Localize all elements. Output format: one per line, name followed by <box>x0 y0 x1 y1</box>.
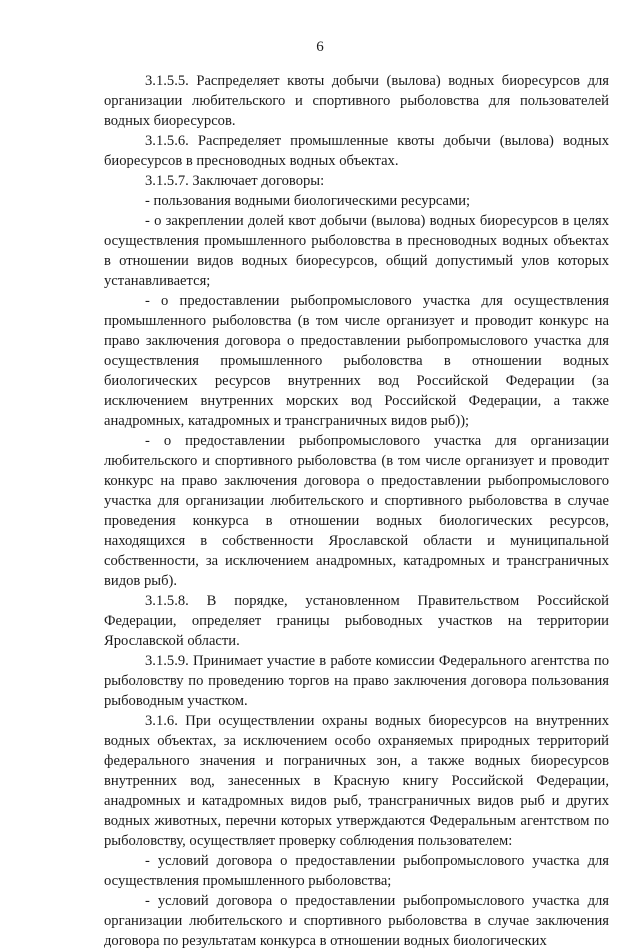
page-number: 6 <box>316 39 324 55</box>
list-item-industrial-contract-check: - условий договора о предоставлении рыбопромыслового участка для осуществления промышленного рыболовства; <box>104 853 609 889</box>
paragraph-3-1-5-9: 3.1.5.9. Принимает участие в работе комиссии Федерального агентства по рыболовству по проведению торгов на право заключения договора пользования рыбоводным участком. <box>104 653 609 709</box>
paragraph-3-1-6: 3.1.6. При осуществлении охраны водных биоресурсов на внутренних водных объектах, за исключением особо охраняемых природных территорий федерального значения и пограничных зон, а также водных биоресурсов внутренних вод, занесенных в Красную книгу Российской Федерации, анадромных и катадромных видов рыб, трансграничных видов рыб и других водных животных, перечни которых утверждаются Федеральным агентством по рыболовству, осуществляет проверку соблюдения пользователем: <box>104 713 609 849</box>
list-item-quota-shares: - о закреплении долей квот добычи (вылова) водных биоресурсов в целях осуществления промышленного рыболовства в пресноводных водных объектах в отношении видов водных биоресурсов, общий допустимый улов которых устанавливается; <box>104 213 609 289</box>
list-item-industrial-fishing-plot: - о предоставлении рыбопромыслового участка для осуществления промышленного рыболовства (в том числе организует и проводит конкурс на право заключения договора о предоставлении рыбопромыслового участка для осуществления промышленного рыболовства в отношении водных биологических ресурсов внутренних вод Российской Федерации (за исключением внутренних морских вод Российской Федерации, а также анадромных, катадромных и трансграничных видов рыб)); <box>104 293 609 429</box>
paragraph-3-1-5-8: 3.1.5.8. В порядке, установленном Правительством Российской Федерации, определяет границы рыбоводных участков на территории Ярославской области. <box>104 593 609 649</box>
list-item-amateur-contract-check: - условий договора о предоставлении рыбопромыслового участка для организации любительского и спортивного рыболовства в случае заключения договора по результатам конкурса в отношении водных биологических <box>104 893 609 949</box>
paragraph-3-1-5-7: 3.1.5.7. Заключает договоры: <box>145 173 325 189</box>
list-item-water-bio-resources: - пользования водными биологическими ресурсами; <box>145 193 471 209</box>
list-item-amateur-fishing-plot: - о предоставлении рыбопромыслового участка для организации любительского и спортивного рыболовства (в том числе организует и проводит конкурс на право заключения договора о предоставлении рыбопромыслового участка для организации любительского и спортивного рыболовства в случае проведения конкурса в отношении водных биологических ресурсов, находящихся в собственности Ярославской области и муниципальной собственности, за исключением анадромных, катадромных и трансграничных видов рыб). <box>104 433 609 589</box>
paragraph-3-1-5-5: 3.1.5.5. Распределяет квоты добычи (вылова) водных биоресурсов для организации любительского и спортивного рыболовства для пользователей водных биоресурсов. <box>104 73 609 129</box>
document-body <box>104 71 609 951</box>
paragraph-3-1-5-6: 3.1.5.6. Распределяет промышленные квоты добычи (вылова) водных биоресурсов в пресноводных водных объектах. <box>104 133 609 169</box>
